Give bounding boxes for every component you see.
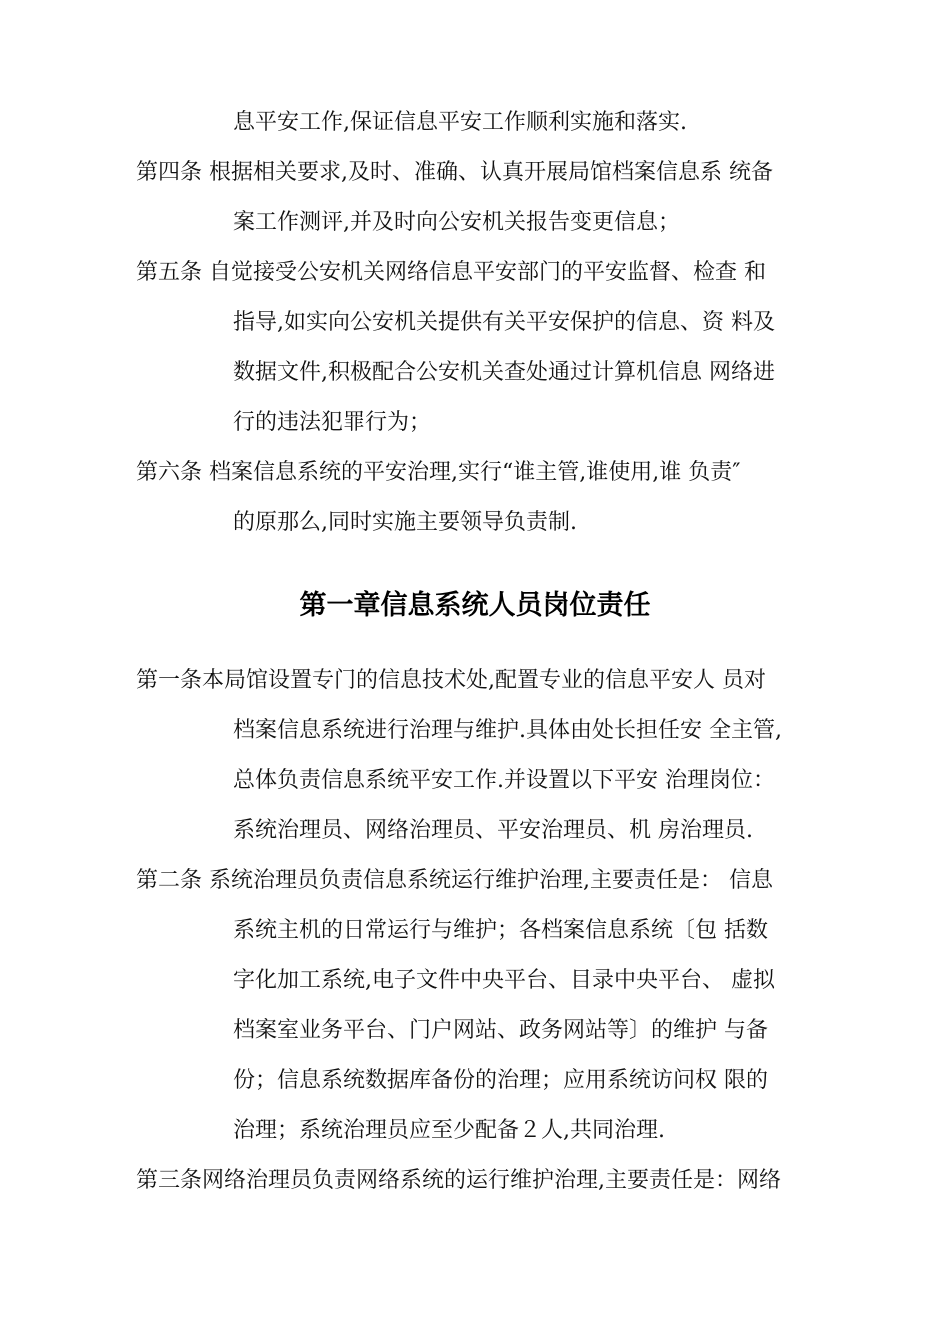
chapter-heading: 第一章信息系统人员岗位责任: [299, 590, 651, 621]
article-1-line: 第一条本局馆设置专门的信息技术处,配置专业的信息平安人 员对: [136, 668, 766, 693]
text-line: 档案信息系统进行治理与维护.具体由处长担任安 全主管,: [233, 718, 782, 743]
text-line: 治理；系统治理员应至少配备２人,共同治理.: [233, 1118, 665, 1143]
text-line: 份；信息系统数据库备份的治理；应用系统访问权 限的: [233, 1068, 768, 1093]
article-6-line: 第六条 档案信息系统的平安治理,实行“谁主管,谁使用,谁 负责″: [136, 460, 741, 485]
text-line: 系统主机的日常运行与维护；各档案信息系统〔包 括数: [233, 918, 768, 943]
article-2-line: 第二条 系统治理员负责信息系统运行维护治理,主要责任是： 信息: [136, 868, 773, 893]
text-line: 字化加工系统,电子文件中央平台、目录中央平台、 虚拟: [233, 968, 775, 993]
article-4-line: 第四条 根据相关要求,及时、准确、认真开展局馆档案信息系 统备: [136, 160, 773, 185]
text-line: 指导,如实向公安机关提供有关平安保护的信息、资 料及: [233, 310, 775, 335]
text-line: 系统治理员、网络治理员、平安治理员、机 房治理员.: [233, 818, 753, 843]
text-line: 案工作测评,并及时向公安机关报告变更信息；: [233, 210, 680, 235]
text-line: 的原那么,同时实施主要领导负责制.: [233, 510, 577, 535]
text-line: 行的违法犯罪行为；: [233, 410, 432, 435]
article-5-line: 第五条 自觉接受公安机关网络信息平安部门的平安监督、检查 和: [136, 260, 766, 285]
article-3-line: 第三条网络治理员负责网络系统的运行维护治理,主要责任是：网络: [136, 1168, 781, 1193]
text-line: 数据文件,积极配合公安机关查处通过计算机信息 网络进: [233, 360, 775, 385]
text-line: 档案室业务平台、门户网站、政务网站等〕的维护 与备: [233, 1018, 768, 1043]
text-line: 息平安工作,保证信息平安工作顺利实施和落实.: [233, 110, 687, 135]
text-line: 总体负责信息系统平安工作.并设置以下平安 治理岗位：: [233, 768, 775, 793]
